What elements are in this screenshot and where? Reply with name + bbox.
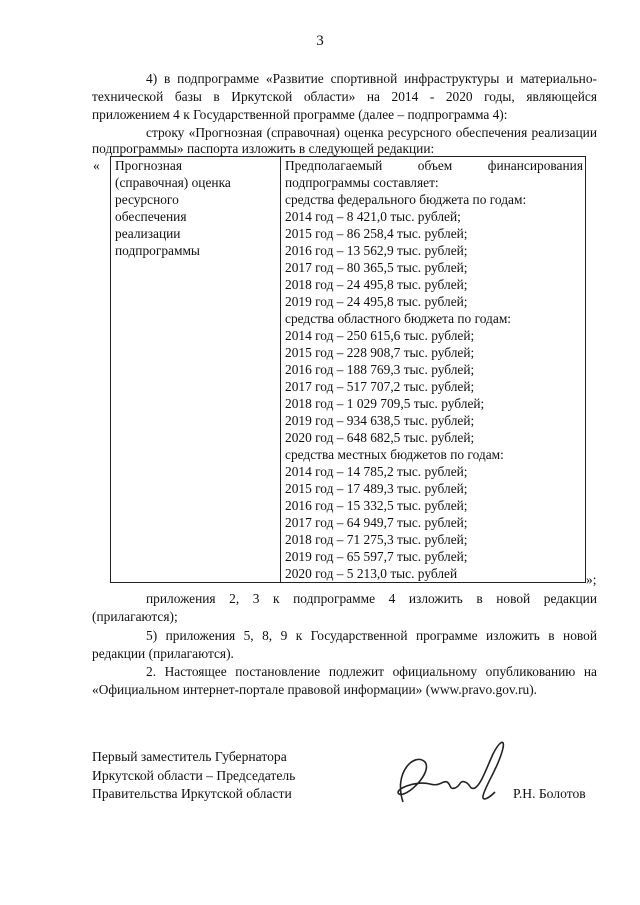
label-line: Прогнозная: [115, 158, 182, 173]
funding-line: 2016 год – 188 769,3 тыс. рублей;: [285, 362, 475, 377]
funding-line: 2020 год – 648 682,5 тыс. рублей;: [285, 430, 475, 445]
funding-heading: [285, 157, 583, 174]
signatory-position-line: Первый заместитель Губернатора: [92, 749, 287, 764]
signatory-position-line: Правительства Иркутской области: [92, 786, 292, 801]
intro-line-1: 4) в подпрограмме «Развитие спортивной инфраструктуры и материально-: [146, 71, 597, 86]
label-line: обеспечения: [115, 209, 187, 224]
signatory-name: Р.Н. Болотов: [513, 786, 586, 801]
resource-table: [110, 156, 586, 583]
label-line: ресурсного: [115, 192, 179, 207]
funding-line: 2018 год – 1 029 709,5 тыс. рублей;: [285, 396, 485, 411]
label-line: (справочная) оценка: [115, 175, 231, 190]
funding-line: 2014 год – 250 615,6 тыс. рублей;: [285, 328, 475, 343]
funding-line: 2018 год – 71 275,3 тыс. рублей;: [285, 532, 468, 547]
funding-line: 2014 год – 14 785,2 тыс. рублей;: [285, 464, 468, 479]
funding-line: 2017 год – 517 707,2 тыс. рублей;: [285, 379, 475, 394]
funding-line: 2018 год – 24 495,8 тыс. рублей;: [285, 277, 468, 292]
intro-line-4: строку «Прогнозная (справочная) оценка ресурсного обеспечения реализации: [146, 125, 597, 140]
funding-line: 2014 год – 8 421,0 тыс. рублей;: [285, 209, 461, 224]
funding-line: 2016 год – 15 332,5 тыс. рублей;: [285, 498, 468, 513]
handwritten-signature: [385, 732, 525, 832]
signatory-position-line: Иркутской области – Председатель: [92, 767, 296, 783]
quote-close: »;: [586, 572, 597, 587]
row-label-cell: [111, 157, 281, 583]
label-line: подпрограммы: [115, 243, 200, 258]
after-line-5: 2. Настоящее постановление подлежит официальному опубликованию на: [146, 664, 597, 679]
after-line-4: редакции (прилагаются).: [92, 646, 234, 661]
funding-line: 2020 год – 5 213,0 тыс. рублей: [285, 566, 458, 581]
after-line-3: 5) приложения 5, 8, 9 к Государственной программе изложить в новой: [146, 628, 597, 643]
funding-line: 2015 год – 86 258,4 тыс. рублей;: [285, 226, 468, 241]
funding-line: 2017 год – 80 365,5 тыс. рублей;: [285, 260, 468, 275]
table-row: [111, 157, 586, 583]
quote-open: «: [93, 158, 100, 173]
funding-line: подпрограммы составляет:: [285, 175, 439, 190]
funding-line: 2017 год – 64 949,7 тыс. рублей;: [285, 515, 468, 530]
funding-line: 2019 год – 934 638,5 тыс. рублей;: [285, 413, 475, 428]
after-line-6: «Официальном интернет-портале правовой информации» (www.pravo.gov.ru).: [92, 682, 538, 697]
intro-line-5: подпрограммы» паспорта изложить в следующей редакции:: [92, 141, 435, 156]
heading-word: финансирования: [487, 158, 583, 173]
intro-line-3: приложением 4 к Государственной программе (далее – подпрограмма 4):: [92, 107, 508, 122]
after-line-1: приложения 2, 3 к подпрограмме 4 изложить в новой редакции: [146, 591, 597, 606]
funding-line: 2019 год – 65 597,7 тыс. рублей;: [285, 549, 468, 564]
funding-line: 2015 год – 17 489,3 тыс. рублей;: [285, 481, 468, 496]
funding-line: 2016 год – 13 562,9 тыс. рублей;: [285, 243, 468, 258]
intro-line-2: технической базы в Иркутской области» на 2014 - 2020 годы, являющейся: [92, 89, 597, 104]
page-number: 3: [316, 33, 324, 49]
funding-cell: [281, 157, 586, 583]
heading-word: Предполагаемый: [285, 158, 383, 173]
funding-section-local: средства местных бюджетов по годам:: [285, 447, 504, 462]
funding-line: 2015 год – 228 908,7 тыс. рублей;: [285, 345, 475, 360]
after-line-2: (прилагаются);: [92, 609, 178, 624]
funding-section-regional: средства областного бюджета по годам:: [285, 311, 512, 326]
label-line: реализации: [115, 226, 181, 241]
funding-section-federal: средства федерального бюджета по годам:: [285, 192, 527, 207]
heading-word: объем: [417, 158, 453, 173]
funding-line: 2019 год – 24 495,8 тыс. рублей;: [285, 294, 468, 309]
signatory-position: [92, 748, 295, 804]
